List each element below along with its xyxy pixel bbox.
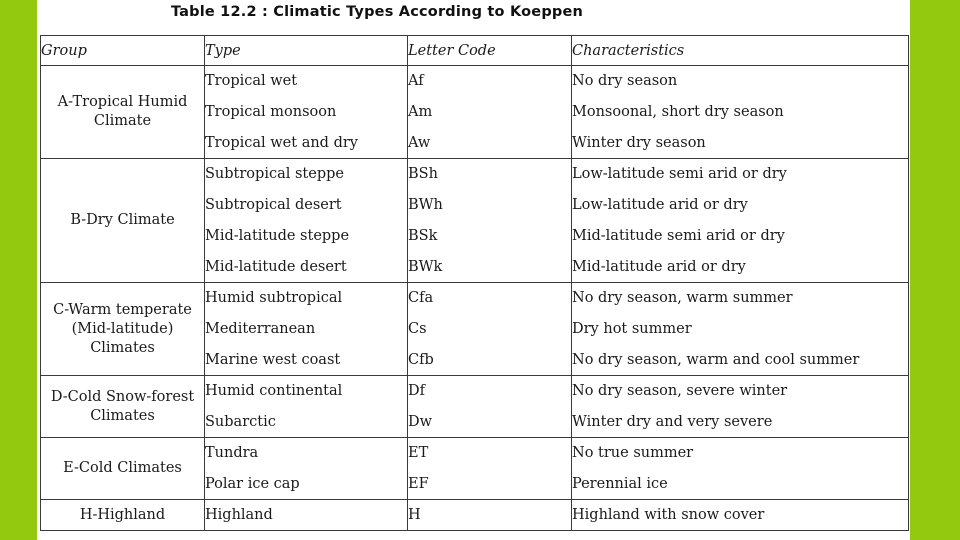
type-cell: Marine west coast [205,345,408,376]
group-name-cell: D-Cold Snow-forest Climates [41,376,205,438]
table-row [41,66,909,97]
table-row [41,283,909,314]
letter-code-cell: H [408,500,572,531]
type-cell: Humid subtropical [205,283,408,314]
type-cell: Mid-latitude desert [205,252,408,283]
document-page [37,0,910,540]
group-name-cell: C-Warm temperate (Mid-latitude) Climates [41,283,205,376]
characteristics-cell: No dry season, severe winter [572,376,909,407]
letter-code-cell: Af [408,66,572,97]
header-letter-code: Letter Code [408,36,572,66]
table-row [41,159,909,190]
table-title: Table 12.2 : Climatic Types According to Koeppen [170,4,584,20]
group-name-cell: H-Highland [41,500,205,531]
type-cell: Humid continental [205,376,408,407]
climate-group [41,376,909,438]
climate-group [41,66,909,159]
letter-code-cell: Am [408,97,572,128]
header-group: Group [41,36,205,66]
type-cell: Tropical wet and dry [205,128,408,159]
characteristics-cell: Mid-latitude arid or dry [572,252,909,283]
header-characteristics: Characteristics [572,36,909,66]
characteristics-cell: Highland with snow cover [572,500,909,531]
header-row [41,36,909,66]
letter-code-cell: EF [408,469,572,500]
characteristics-cell: No dry season [572,66,909,97]
characteristics-cell: Winter dry and very severe [572,407,909,438]
characteristics-cell: Low-latitude arid or dry [572,190,909,221]
type-cell: Highland [205,500,408,531]
letter-code-cell: Cs [408,314,572,345]
table-row [41,500,909,531]
letter-code-cell: Aw [408,128,572,159]
characteristics-cell: Low-latitude semi arid or dry [572,159,909,190]
climate-group [41,283,909,376]
characteristics-cell: Perennial ice [572,469,909,500]
letter-code-cell: BSh [408,159,572,190]
characteristics-cell: No true summer [572,438,909,469]
characteristics-cell: No dry season, warm summer [572,283,909,314]
letter-code-cell: BWk [408,252,572,283]
group-name-cell: E-Cold Climates [41,438,205,500]
table-row [41,376,909,407]
climate-group [41,438,909,500]
header-type: Type [205,36,408,66]
letter-code-cell: ET [408,438,572,469]
type-cell: Polar ice cap [205,469,408,500]
type-cell: Tundra [205,438,408,469]
group-name-cell: A-Tropical Humid Climate [41,66,205,159]
characteristics-cell: Mid-latitude semi arid or dry [572,221,909,252]
group-name-cell: B-Dry Climate [41,159,205,283]
type-cell: Subarctic [205,407,408,438]
letter-code-cell: Df [408,376,572,407]
type-cell: Tropical wet [205,66,408,97]
characteristics-cell: Winter dry season [572,128,909,159]
characteristics-cell: No dry season, warm and cool summer [572,345,909,376]
characteristics-cell: Dry hot summer [572,314,909,345]
letter-code-cell: BSk [408,221,572,252]
table-row [41,438,909,469]
type-cell: Mediterranean [205,314,408,345]
climate-group [41,159,909,283]
type-cell: Tropical monsoon [205,97,408,128]
climate-group [41,500,909,531]
type-cell: Subtropical desert [205,190,408,221]
letter-code-cell: Cfa [408,283,572,314]
letter-code-cell: Dw [408,407,572,438]
type-cell: Subtropical steppe [205,159,408,190]
characteristics-cell: Monsoonal, short dry season [572,97,909,128]
climate-table [40,35,909,531]
letter-code-cell: BWh [408,190,572,221]
type-cell: Mid-latitude steppe [205,221,408,252]
letter-code-cell: Cfb [408,345,572,376]
